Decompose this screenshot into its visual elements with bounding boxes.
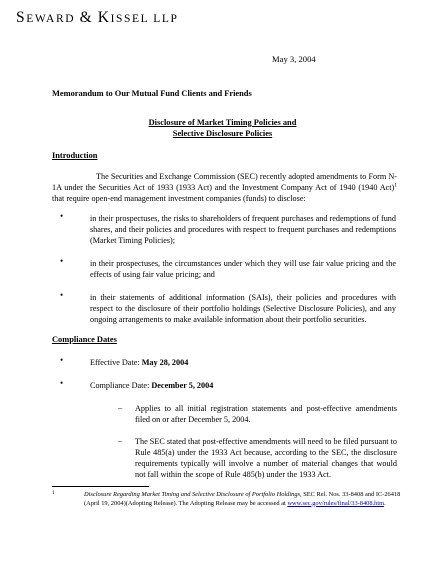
bullet-icon: • <box>60 290 64 300</box>
dash-marker: – <box>118 403 123 412</box>
footnote-divider <box>52 486 149 487</box>
compliance-date-value: December 5, 2004 <box>151 381 214 390</box>
intro-bullet-1: in their prospectuses, the risks to shareholders of frequent purchases and redemptions of fund shares, and their policies and procedures with respect to frequent purchases and redemptions (Market Timing Policies); <box>90 214 396 245</box>
letterhead-initial-k: K <box>97 9 111 26</box>
effective-date-value: May 28, 2004 <box>141 358 189 367</box>
document-title-line-1: Disclosure of Market Timing Policies and <box>148 118 297 127</box>
compliance-date-item <box>90 380 396 391</box>
intro-text-part-1: The Securities and Exchange Commission (SEC) recently adopted amendments to Form N-1A under the Securities Act of 1933 (1933 Act) and the Investment Company Act of 1940 (1940 Act) <box>52 172 397 192</box>
dash-marker: – <box>118 436 123 445</box>
document-title <box>0 117 445 139</box>
footnote-end: . <box>384 499 386 507</box>
footnote-reference[interactable]: 1 <box>394 182 397 189</box>
footnote-release-title: Disclosure Regarding Market Timing and Selective Disclosure of Portfolio Holdings <box>84 491 301 498</box>
footnote-text <box>84 491 402 508</box>
intro-bullet-2: in their prospectuses, the circumstances under which they will use fair value pricing and the effects of using fair value pricing; and <box>90 259 396 279</box>
compliance-dates-heading: Compliance Dates <box>52 335 117 344</box>
letterhead-ampersand: & <box>79 9 94 26</box>
bullet-icon: • <box>60 355 64 365</box>
footnote-number: 1 <box>52 490 55 496</box>
bullet-icon: • <box>60 211 64 221</box>
bullet-icon: • <box>60 378 64 388</box>
document-title-line-2: Selective Disclosure Policies <box>172 129 273 138</box>
memo-date: May 3, 2004 <box>272 54 316 64</box>
footnote-citation: , SEC Rel. Nos. 33-8408 and IC-26418 (April 19, 2004)(Adopting Release). The Adopting Release may be accessed at <box>84 491 401 507</box>
compliance-date-label: Compliance Date: <box>90 381 152 390</box>
firm-letterhead <box>16 9 179 27</box>
intro-text-part-2: that require open-end management investment companies (funds) to disclose: <box>52 194 306 203</box>
letterhead-initial-s: S <box>16 9 27 26</box>
effective-date-item <box>90 357 396 368</box>
compliance-sub-item-2: The SEC stated that post-effective amendments will need to be filed pursuant to Rule 485(a) under the 1933 Act because, according to the SEC, the disclosure requirements typically will involve a number of material changes that would not fall within the scope of Rule 485(b) under the 1933 Act. <box>135 437 397 479</box>
letterhead-issel: ISSEL <box>110 13 149 25</box>
intro-bullet-3: in their statements of additional information (SAIs), their policies and procedures with respect to the disclosure of their portfolio holdings (Selective Disclosure Policies), and any ongoing arrangements to make available information about their portfolio securities. <box>90 293 396 324</box>
letterhead-eward: EWARD <box>26 13 76 25</box>
introduction-paragraph <box>52 171 397 204</box>
introduction-heading: Introduction <box>52 151 98 160</box>
letterhead-llp: LLP <box>153 13 179 25</box>
memo-title: Memorandum to Our Mutual Fund Clients and Friends <box>52 89 252 98</box>
bullet-icon: • <box>60 256 64 266</box>
footnote-link[interactable]: www.sec.gov/rules/final/33-8408.htm <box>287 499 385 507</box>
effective-date-label: Effective Date: <box>90 358 142 367</box>
compliance-sub-item-1: Applies to all initial registration statements and post-effective amendments filed on or after December 5, 2004. <box>135 404 397 424</box>
